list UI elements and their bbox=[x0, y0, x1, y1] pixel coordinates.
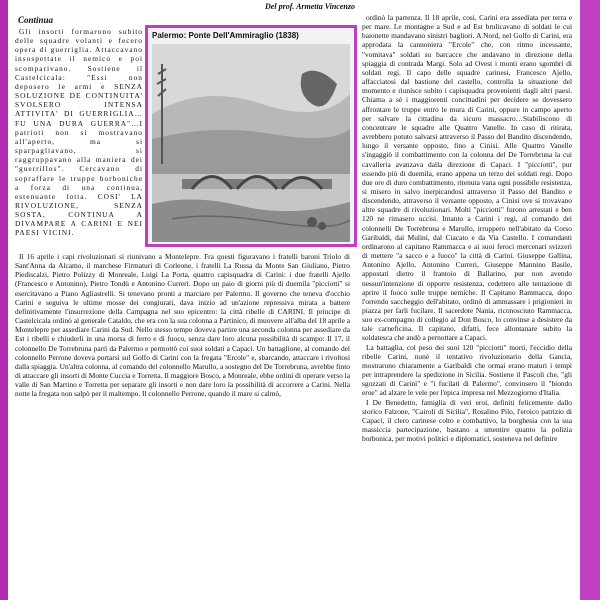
right-magenta-border bbox=[580, 0, 600, 600]
right-column bbox=[362, 13, 572, 443]
photo-frame bbox=[145, 25, 357, 247]
left-column-top bbox=[15, 27, 143, 238]
continued-label: Continua bbox=[18, 15, 54, 25]
paragraph: ordinò la partenza. Il 18 aprile, cosi, Carini era assediata per terra e per mare. Le montagne a Sud e ad Est brulicavano di soldati le cui baionette mandavano sinistri bagliori. A Nord, nel Golfo di Carini, era approdata la cannoniera "Ercole" che, con ritmo incessante, "vomitava" soldati su barcacce che andavano in direzione della spiaggia di contrada Margi. Solo ad Ovest i monti erano sgombri di soldati regi. Il capo delle squadre carinesi, Francesco Ajello, affacciatosi dal bastione del castello, controlla la situazione del momento e riunisce subito i capisquadra provenienti dagli altri paesi. Chiama a sè i maggiorenti concittadini per decidere se dovessero affrontare le truppe entro le mura di Carini, oppure in campo aperto per salvare la cittadina da sicuro massacro…Stabiliscono di concentrare le squadre alle Quattro Vanelle. In caso di ritirata, avrebbero potuto salvarsi attraverso il Passo del Bandito discendendo, lungo il versante opposto, fino a Cinisi. Alle Quattro Vanelle s'ingaggiò il combattimento con la colonna del De Torrebruna la cui cavalleria avanzava dalla direzione di Capaci. I "picciotti", pur essendo più di duemila, erano appena un terzo dei soldati regi. Dopo due ore di duro combattimento, ritenuta vana ogni possibile resistenza, si misero in salvo inerpicandosi attraverso il Passo del Bandito e discendendo, attraverso il versante opposto, a Cinisi ove si trovavano altre squadre di rivoluzionari. Molti "picciotti" furono arrestati e ben 120 ne rimasero uccisi. Intanto a Carini i regi, al comando dei colonnelli De Torrebruna e Marullo, irruppero nell'abitato da Corso Garibaldi, dai Mulini, dal Ciacato e da Via Castello. I comandanti ordinarono al capitano Rammacca e ai suoi feroci mercenari svizzeri di mettere "a sacco e a fuoco" la città di Carini. Giuseppe Gallina, Antonino Ajello, Antonino Curreri, Giuseppe Mannino Basile, appostati dietro il frantoio di Ballarino, pur non avendo nessun'intenzione di opporre resistenza, cedettero alle tentazione di aprire il fuoco sulle truppe nemiche. Il Capitano Rammacca, dopo l'orrendo saccheggio dell'abitato, ordinò di ammassare i prigionieri in piazza per farli fucilare. Il sacerdote Nania, riconosciuto Rammacca, suo ex-compagno di collegio al Don Bosco, lo convinse a desistere da tale carneficina. Il capitano, difatti, fece allontanare subito la soldatesca che andò a pernottare a Capaci. bbox=[362, 13, 572, 343]
article-byline: Del prof. Armetta Vincenzo bbox=[265, 2, 355, 11]
paragraph: I De Benedetto, famiglia di veri eroi, definiti felicemente dallo storico Falzone, "Cairoli di Sicilia", Rosalino Pilo, l'eroico patrizio di Capaci, il clero carinese colto e combattivo, la borghesia con la sua massiccia partecipazione, bastano a smentire quanto la polizia borbonica, per motivi politici e diplomatici, sosteneva nel definire bbox=[362, 397, 572, 444]
photo-caption: Palermo: Ponte Dell'Ammiraglio (1838) bbox=[152, 31, 299, 40]
left-column-bottom bbox=[15, 252, 350, 399]
left-magenta-border bbox=[0, 0, 8, 600]
paragraph: Il 16 aprile i capi rivoluzionari si riunivano a Montelepre. Fra questi figuravano i fratelli baroni Triolo di Sant'Anna da Alcamo, il marchese Firmaturi di Corleone, i fratelli La Russa da Monte San Giuliano, Pietro Piediscalzi, Pietro Polizzy di Monreale, Luigi La Porta, quattro capisquadra di Carini: i due fratelli Ajello (Francesco e Antonino), Pietro Tondù e Antonino Curreri. Dopo un paio di giorni più di duemila "picciotti" si esercitavano a Piano Agliastrelli. Si tenevano pronti a marciare per Palermo. Il governo che teneva d'occhio Carini e seguiva le ultime mosse dei congiurati, dava inizio ad un'azione repressiva mirata a battere definitivamente l'insurrezione della Campagna nel suo epicentro: la città ribelle di CARINI. Il principe di Castelcicala ordinò al generale Cataldo, che era con la sua colonna a Partinico, di muovere all'alba del 18 aprile a Montelepre per assediare Carini da Sud. Nello stesso tempo doveva partire una seconda colonna per assediare da Est i ribelli e chiuderli in una morsa di ferro e di fuoco, senza dare loro alcuna possibilità di scampo: Il 17, il colonnello De Torrebruna partì da Palermo e permottò coi suoi soldati a Capaci. Un battaglione, al comando del colonnello Perrone doveva portarsi sul Golfo di Carini con la fregata "Ercole" e, sbarcando, attaccare i rivoltosi dalla spiaggia. Un'altra colonna, al comando del colonnello Marullo, a sostegno del De Torrebruna, avrebbe finto di attaccare gli insorti di Monte Cuccia e Torretta. Il maggiore Bosco, a Monreale, ebbe ordini di operare verso la valle di San Martino e Torretta per separare gli insorti e non dare loro la possibilità di accorrere a Carini. Nella notte la fregata non salpò per il maltempo. Il colonnello Perrone, quando il mare si calmò, bbox=[15, 252, 350, 399]
paragraph: Gli insorti formarono subito delle squadre volanti e fecero opera di guerriglia. Attaccavano insospettate il nemico e poi scomparivano. Sostiene il Castelcicala: "Essi non deposero le armi e SENZA SOLUZIONE DE CONTINUITA' SVOLSERO INTENSA ATTIVITA' DI GUERRIGLIA…FU UNA DURA GUERRA"…I patrioti non si mostravano all'aperto, ma si sparpagliavano, si raggruppavano alla maniera dei "guerrillos". Cercavano di sopraffare le truppe borboniche a forza di una continua, estenuante lotta. COSI' LA RIVOLUZIONE, SENZA SOSTA, CONTINUA A DIVAMPARE A CARINI E NEI PAESI VICINI. bbox=[15, 27, 143, 238]
bridge-illustration bbox=[152, 44, 350, 242]
paragraph: La battaglia, col peso dei suoi 120 "picciotti" morti, l'eccidio della ribelle Carini, nonè il tentativo rivoluzionario della Gancia, mostrarono chiaramente a Garibaldi che ormai erano maturi i tempi per intraprendere la spedizione in Sicilia. Sostiene il Pascoli che, "gli sgozzati di Carini" e "i fucilati di Palermo", convinsero il "biondo eroe" ad alzare le vele per l'epica impresa nel Mezzogiorno d'Italia. bbox=[362, 342, 572, 398]
